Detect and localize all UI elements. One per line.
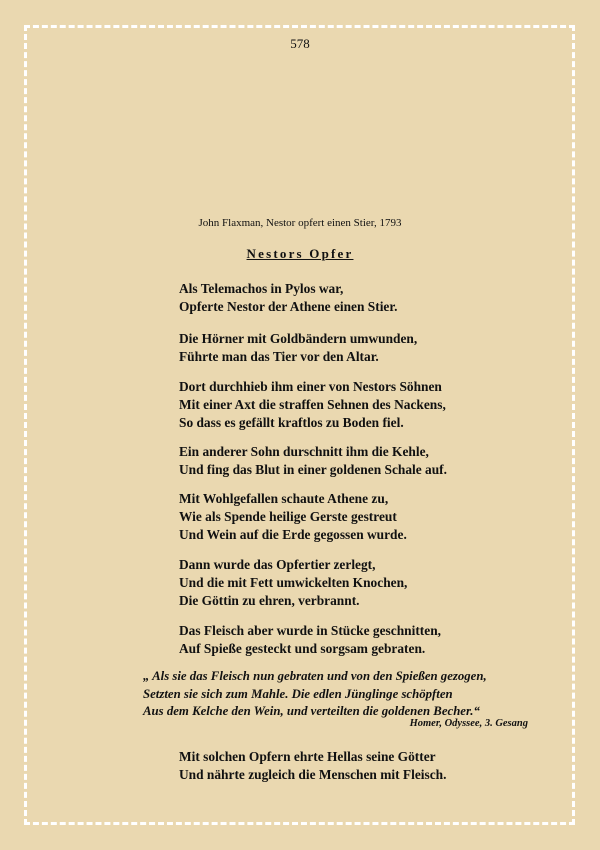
verse-line: Und fing das Blut in einer goldenen Schale auf. <box>179 462 447 477</box>
verse-line: Auf Spieße gesteckt und sorgsam gebraten. <box>179 641 426 656</box>
verse-line: Als Telemachos in Pylos war, <box>179 281 344 296</box>
image-caption: John Flaxman, Nestor opfert einen Stier, 1793 <box>198 217 402 229</box>
verse-line: Wie als Spende heilige Gerste gestreut <box>179 509 397 524</box>
verse-line: Führte man das Tier vor den Altar. <box>179 349 379 364</box>
verse-line: Die Göttin zu ehren, verbrannt. <box>179 593 360 608</box>
homer-quote <box>143 668 487 721</box>
stanza-4 <box>179 443 447 479</box>
verse-line: Und die mit Fett umwickelten Knochen, <box>179 575 408 590</box>
closing-stanza <box>179 748 446 784</box>
verse-line: Ein anderer Sohn durschnitt ihm die Kehle, <box>179 444 429 459</box>
quote-line: „ Als sie das Fleisch nun gebraten und von den Spießen gezogen, <box>143 669 487 683</box>
stanza-7 <box>179 622 441 658</box>
quote-line: Setzten sie sich zum Mahle. Die edlen Jünglinge schöpften <box>143 686 453 701</box>
page-number: 578 <box>290 36 310 51</box>
verse-line: Dann wurde das Opfertier zerlegt, <box>179 557 376 572</box>
verse-line: Opferte Nestor der Athene einen Stier. <box>179 299 398 314</box>
stanza-3 <box>179 378 446 432</box>
verse-line: Mit einer Axt die straffen Sehnen des Nackens, <box>179 397 446 412</box>
stanza-5 <box>179 490 407 544</box>
verse-line: Das Fleisch aber wurde in Stücke geschnitten, <box>179 623 441 638</box>
poem-title: Nestors Opfer <box>246 246 354 261</box>
quote-line: Aus dem Kelche den Wein, und verteilten die goldenen Becher.“ <box>143 704 480 718</box>
stanza-2 <box>179 330 417 366</box>
stanza-1 <box>179 280 397 316</box>
verse-line: Die Hörner mit Goldbändern umwunden, <box>179 331 418 346</box>
verse-line: Mit Wohlgefallen schaute Athene zu, <box>179 491 389 506</box>
quote-source: Homer, Odyssee, 3. Gesang <box>409 718 528 729</box>
verse-line: Dort durchhieb ihm einer von Nestors Söhnen <box>179 379 442 394</box>
stanza-6 <box>179 556 407 610</box>
verse-line: Mit solchen Opfern ehrte Hellas seine Götter <box>179 749 436 764</box>
verse-line: So dass es gefällt kraftlos zu Boden fiel. <box>179 415 404 430</box>
verse-line: Und nährte zugleich die Menschen mit Fleisch. <box>179 767 447 782</box>
verse-line: Und Wein auf die Erde gegossen wurde. <box>179 527 407 542</box>
